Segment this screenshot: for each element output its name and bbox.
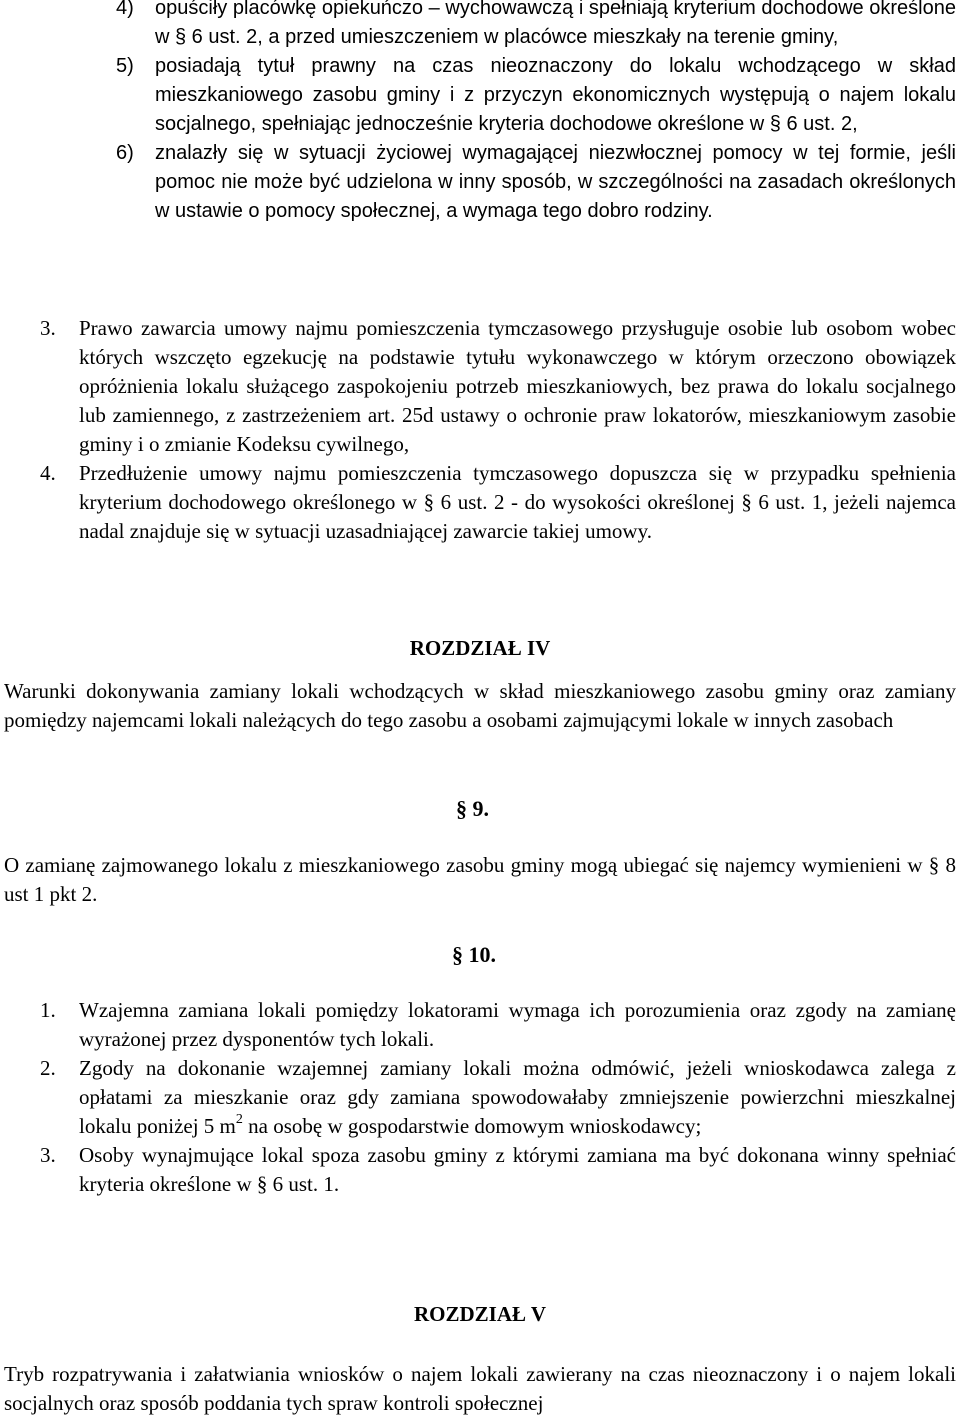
section-10-list: [40, 996, 956, 1199]
list-item: [40, 314, 956, 459]
list-item-text: opuściły placówkę opiekuńczo – wychowawczą i spełniają kryterium dochodowe określone w § 6 ust. 2, a przed umieszczeniem w placówce mieszkały na terenie gminy,: [155, 0, 956, 48]
list-item-text: Wzajemna zamiana lokali pomiędzy lokatorami wymaga ich porozumienia oraz zgody na zamianę wyrażonej przez dysponentów tych lokali.: [79, 998, 956, 1051]
list-a: [116, 0, 956, 226]
list-item: [40, 459, 956, 546]
list-item-text-part: na osobę w gospodarstwie domowym wnioskodawcy;: [242, 1114, 702, 1138]
list-item-number: 1.: [40, 998, 56, 1022]
chapter-4-title: Warunki dokonywania zamiany lokali wchodzących w skład mieszkaniowego zasobu gminy oraz zamiany pomiędzy najemcami lokali należących do tego zasobu a osobami zajmującymi lokale w innych zasobach: [4, 679, 956, 732]
list-item: [116, 139, 956, 226]
list-item-number: 3.: [40, 1143, 56, 1167]
chapter-5-title: Tryb rozpatrywania i załatwiania wniosków o najem lokali zawierany na czas nieoznaczony i o najem lokali socjalnych oraz sposób poddania tych spraw kontroli społecznej: [4, 1362, 956, 1415]
list-item-text-part: Zgody na dokonanie wzajemnej zamiany lokali można odmówić, jeżeli wnioskodawca zalega z opłatami za mieszkanie oraz gdy zamiana spowodowałaby zmniejszenie powierzchni mieszkalnej lokalu poniżej 5 m: [79, 1056, 956, 1138]
superscript: 2: [235, 1112, 243, 1127]
list-item: [40, 1054, 956, 1141]
chapter-5-heading: ROZDZIAŁ V: [413, 1302, 547, 1326]
section-10-label: § 10.: [452, 942, 496, 967]
list-item-number: 4): [116, 0, 134, 19]
list-b: [40, 314, 956, 546]
list-item-number: 3.: [40, 316, 56, 340]
section-9-text: O zamianę zajmowanego lokalu z mieszkaniowego zasobu gminy mogą ubiegać się najemcy wymienieni w § 8 ust 1 pkt 2.: [4, 853, 956, 906]
list-item-text: znalazły się w sytuacji życiowej wymagającej niezwłocznej pomocy w tej formie, jeśli pomoc nie może być udzielona w inny sposób, w szczególności na zasadach określonych w ustawie o pomocy społecznej, a wymaga tego dobro rodziny.: [155, 142, 956, 222]
list-item-text: Przedłużenie umowy najmu pomieszczenia tymczasowego dopuszcza się w przypadku spełnienia kryterium dochodowego określonego w § 6 ust. 2 - do wysokości określonej § 6 ust. 1, jeżeli najemca nadal znajduje się w sytuacji uzasadniającej zawarcie takiej umowy.: [79, 461, 956, 543]
list-item-text: Prawo zawarcia umowy najmu pomieszczenia tymczasowego przysługuje osobie lub osobom wobec których wszczęto egzekucję na podstawie tytułu wykonawczego w którym orzeczono obowiązek opróżnienia lokalu służącego zaspokojeniu potrzeb mieszkaniowych, bez prawa do lokalu socjalnego lub zamiennego, z zastrzeżeniem art. 25d ustawy o ochronie praw lokatorów, mieszkaniowym zasobie gminy i o zmianie Kodeksu cywilnego,: [79, 316, 956, 456]
list-item-text: Osoby wynajmujące lokal spoza zasobu gminy z którymi zamiana ma być dokonana winny spełniać kryteria określone w § 6 ust. 1.: [79, 1143, 956, 1196]
list-item: [116, 0, 956, 52]
list-item: [40, 996, 956, 1054]
list-item-number: 2.: [40, 1056, 56, 1080]
list-item: [40, 1141, 956, 1199]
list-item-number: 4.: [40, 461, 56, 485]
list-item-text: [79, 1054, 956, 1141]
list-item-number: 6): [116, 142, 134, 164]
list-item-number: 5): [116, 55, 134, 77]
list-item: [116, 52, 956, 139]
list-item-text: posiadają tytuł prawny na czas nieoznaczony do lokalu wchodzącego w skład mieszkaniowego zasobu gminy i z przyczyn ekonomicznych występują o najem lokalu socjalnego, spełniając jednocześnie kryteria dochodowe określone w § 6 ust. 2,: [155, 55, 956, 135]
chapter-4-heading: ROZDZIAŁ IV: [409, 636, 551, 660]
section-9-label: § 9.: [456, 796, 489, 821]
